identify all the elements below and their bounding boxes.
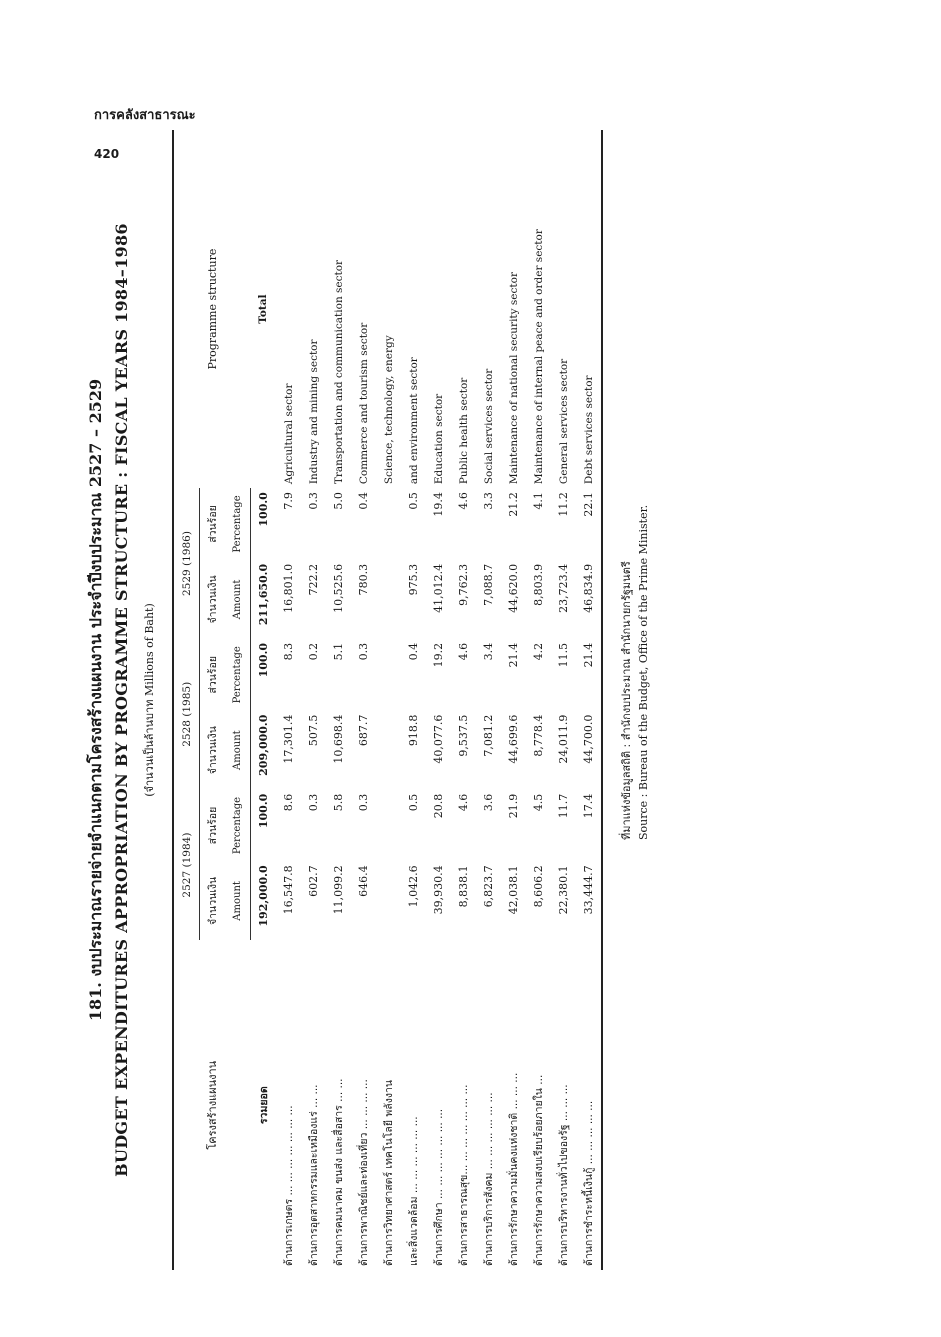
percentage-cell: 5.1: [332, 642, 345, 661]
table-row: [526, 130, 551, 1270]
header-amount-english: Amount: [225, 861, 251, 940]
amount-cell: 8,778.4: [532, 714, 545, 757]
amount-cell: 44,700.0: [576, 711, 602, 790]
row-label-thai: ด้านการเกษตร ... ... ... ... ... ... ...: [283, 1105, 295, 1266]
section-title: การคลังสาธารณะ: [94, 108, 196, 123]
amount-cell: 9,537.5: [457, 714, 470, 757]
percentage-cell: 11.7: [557, 793, 570, 819]
percentage-cell: 11.5: [557, 642, 570, 668]
amount-cell: 22,380.1: [557, 865, 570, 915]
amount-cell: [376, 560, 401, 639]
row-label-english: Agricultural sector: [282, 383, 295, 485]
amount-cell: 39,930.4: [432, 865, 445, 915]
percentage-cell: 3.4: [482, 642, 495, 661]
amount-cell: 44,699.6: [507, 714, 520, 764]
budget-table: [172, 130, 603, 1270]
percentage-cell: 4.6: [457, 492, 470, 510]
percentage-cell: 3.6: [482, 793, 495, 812]
percentage-cell: 4.5: [532, 793, 545, 812]
header-amount-thai: จำนวนเงิน: [207, 726, 219, 775]
amount-cell: 7,081.2: [482, 714, 495, 757]
amount-cell: 1,042.6: [407, 865, 420, 908]
table-row: [376, 130, 401, 1270]
percentage-cell: 0.3: [357, 642, 370, 661]
row-label-thai: ด้านการรักษาความมั่นคงแห่งชาติ ... ... ...: [508, 1072, 520, 1266]
percentage-cell: 20.8: [432, 793, 445, 819]
table-row: [276, 130, 301, 1270]
table-row: [576, 130, 602, 1270]
percentage-cell: 4.1: [532, 492, 545, 510]
table-unit-note: (จำนวนเป็นล้านบาท Millions of Baht): [143, 603, 156, 797]
row-label-thai: ด้านการสาธารณสุข... ... ... ... ... ... ...: [458, 1084, 470, 1266]
header-amount-english: Amount: [225, 711, 251, 790]
percentage-cell: 4.6: [457, 642, 470, 661]
amount-cell: 192,000.0: [257, 865, 270, 927]
percentage-cell: 100.0: [257, 642, 270, 678]
header-percent-english: Percentage: [225, 790, 251, 862]
amount-cell: 23,723.4: [557, 563, 570, 613]
percentage-cell: 0.3: [307, 492, 320, 510]
percentage-cell: 7.9: [282, 492, 295, 510]
amount-cell: 41,012.4: [432, 563, 445, 613]
amount-cell: 16,801.0: [282, 563, 295, 613]
amount-cell: 602.7: [307, 865, 320, 897]
amount-cell: 44,620.0: [507, 563, 520, 613]
header-percent-english: Percentage: [225, 488, 251, 560]
amount-cell: 42,038.1: [507, 865, 520, 915]
percentage-cell: 17.4: [576, 790, 602, 862]
percentage-cell: 0.3: [357, 793, 370, 812]
table-row: [426, 130, 451, 1270]
percentage-cell: 8.3: [282, 642, 295, 661]
amount-cell: 209,000.0: [257, 714, 270, 776]
row-label-thai: รวมยอด: [257, 1086, 270, 1125]
table-row: [401, 130, 426, 1270]
amount-cell: 646.4: [357, 865, 370, 897]
amount-cell: 507.5: [307, 714, 320, 747]
table-row: [501, 130, 526, 1270]
table-row: [451, 130, 476, 1270]
row-label-thai: ด้านการบริหารงานทั่วไปของรัฐ ... ... ...: [558, 1084, 570, 1266]
table-title-english: BUDGET EXPENDITURES APPROPRIATION BY PROGRAMME STRUCTURE : FISCAL YEARS 1984–1986: [112, 223, 131, 1177]
percentage-cell: 22.1: [576, 488, 602, 560]
row-label-thai: ด้านการชำระหนี้เงินกู้ ... ... ... ... ...: [576, 940, 602, 1270]
header-structure-thai: โครงสร้างแผนงาน: [173, 940, 251, 1270]
percentage-cell: [376, 790, 401, 862]
percentage-cell: 100.0: [257, 793, 270, 829]
percentage-cell: 8.6: [282, 793, 295, 812]
percentage-cell: 5.8: [332, 793, 345, 812]
header-percent-thai: ส่วนร้อย: [207, 655, 219, 694]
table-row: [476, 130, 501, 1270]
percentage-cell: 3.3: [482, 492, 495, 510]
table-row: [301, 130, 326, 1270]
amount-cell: 10,525.6: [332, 563, 345, 613]
header-amount-thai: จำนวนเงิน: [207, 876, 219, 926]
header-percent-english: Percentage: [225, 639, 251, 711]
row-label-thai: ด้านการวิทยาศาสตร์ เทคโนโลยี พลังงาน: [383, 1079, 395, 1266]
row-label-thai: ด้านการศึกษา ... ... ... ... ... ... ...: [433, 1108, 445, 1266]
table-body: [251, 130, 603, 1270]
percentage-cell: 100.0: [257, 492, 270, 527]
amount-cell: 6,823.7: [482, 865, 495, 908]
row-label-english: Debt services sector: [576, 130, 602, 488]
row-label-thai: ด้านการบริการสังคม ... ... ... ... ... ...: [483, 1092, 495, 1266]
percentage-cell: 19.2: [432, 642, 445, 668]
percentage-cell: 4.6: [457, 793, 470, 812]
row-label-english: Science, technology, energy: [382, 335, 395, 485]
header-year-1984: 2527 (1984): [173, 790, 200, 941]
source-thai: ที่มาแห่งข้อมูลสถิติ : สำนักงบประมาณ สำนักนายกรัฐมนตรี: [620, 561, 633, 840]
table-row: [351, 130, 376, 1270]
row-label-thai: ด้านการอุตสาหกรรมและเหมืองแร่ ... ...: [308, 1084, 320, 1266]
percentage-cell: [376, 639, 401, 711]
percentage-cell: 21.4: [507, 642, 520, 668]
header-amount-thai: จำนวนเงิน: [207, 575, 219, 624]
percentage-cell: 5.0: [332, 492, 345, 510]
row-label-thai: ด้านการรักษาความสงบเรียบร้อยภายใน ...: [533, 1074, 545, 1266]
row-label-english: Total: [257, 294, 270, 324]
amount-cell: 918.8: [407, 714, 420, 747]
row-label-english: Industry and mining sector: [307, 339, 320, 485]
row-label-thai: และสิ่งแวดล้อม ... ... ... ... ... ...: [408, 1116, 420, 1266]
header-percent-thai: ส่วนร้อย: [207, 806, 219, 845]
row-label-english: and environment sector: [407, 357, 420, 485]
amount-cell: 16,547.8: [282, 865, 295, 915]
amount-cell: 780.3: [357, 563, 370, 596]
percentage-cell: 0.3: [307, 793, 320, 812]
amount-cell: 9,762.3: [457, 563, 470, 606]
row-label-english: Commerce and tourism sector: [357, 322, 370, 485]
table-title-thai: 181. งบประมาณรายจ่ายจำแนกตามโครงสร้างแผนงาน ประจำปีงบประมาณ 2527 – 2529: [86, 378, 105, 1022]
percentage-cell: 4.2: [532, 642, 545, 661]
table-row: [326, 130, 351, 1270]
amount-cell: 8,803.9: [532, 563, 545, 606]
row-label-english: Public health sector: [457, 377, 470, 485]
header-year-1985: 2528 (1985): [173, 639, 200, 790]
header-structure-english: Programme structure: [173, 130, 251, 488]
amount-cell: 211,650.0: [257, 563, 270, 626]
header-percent-thai: ส่วนร้อย: [207, 505, 219, 543]
amount-cell: 687.7: [357, 714, 370, 747]
percentage-cell: [376, 488, 401, 560]
table-row: [551, 130, 576, 1270]
header-year-1986: 2529 (1986): [173, 488, 200, 639]
page-number: 420: [94, 147, 120, 161]
amount-cell: 722.2: [307, 563, 320, 596]
percentage-cell: 21.9: [507, 793, 520, 819]
percentage-cell: 0.4: [407, 642, 420, 661]
row-label-thai: ด้านการพาณิชย์และท่องเที่ยว ... ... ... ...: [358, 1079, 370, 1266]
percentage-cell: 0.2: [307, 642, 320, 661]
row-label-english: Transportation and communication sector: [332, 259, 345, 485]
percentage-cell: 21.4: [576, 639, 602, 711]
percentage-cell: 0.5: [407, 492, 420, 510]
percentage-cell: 19.4: [432, 492, 445, 517]
rotated-table-block: [80, 130, 720, 1270]
amount-cell: 8,838.1: [457, 865, 470, 908]
row-label-english: Maintenance of national security sector: [507, 272, 520, 485]
header-amount-english: Amount: [225, 560, 251, 639]
percentage-cell: 21.2: [507, 492, 520, 517]
amount-cell: 40,077.6: [432, 714, 445, 764]
source-english: Source : Bureau of the Budget, Office of the Prime Minister.: [637, 504, 650, 840]
row-label-thai: ด้านการคมนาคม ขนส่ง และสื่อสาร ... ...: [333, 1078, 345, 1266]
amount-cell: 17,301.4: [282, 714, 295, 764]
row-label-english: Education sector: [432, 393, 445, 485]
percentage-cell: 11.2: [557, 492, 570, 517]
percentage-cell: 0.4: [357, 492, 370, 510]
amount-cell: 33,444.7: [576, 861, 602, 940]
sources: [617, 130, 657, 1270]
amount-cell: 24,011.9: [557, 714, 570, 764]
amount-cell: 8,606.2: [532, 865, 545, 908]
row-label-english: Social services sector: [482, 368, 495, 485]
amount-cell: [376, 861, 401, 940]
amount-cell: 975.3: [407, 563, 420, 596]
amount-cell: 10,698.4: [332, 714, 345, 764]
amount-cell: 11,099.2: [332, 865, 345, 915]
table-row-total: [251, 130, 277, 1270]
percentage-cell: 0.5: [407, 793, 420, 812]
row-label-english: General services sector: [557, 358, 570, 485]
amount-cell: [376, 711, 401, 790]
amount-cell: 7,088.7: [482, 563, 495, 606]
row-label-english: Maintenance of internal peace and order sector: [532, 229, 545, 485]
amount-cell: 46,834.9: [576, 560, 602, 639]
